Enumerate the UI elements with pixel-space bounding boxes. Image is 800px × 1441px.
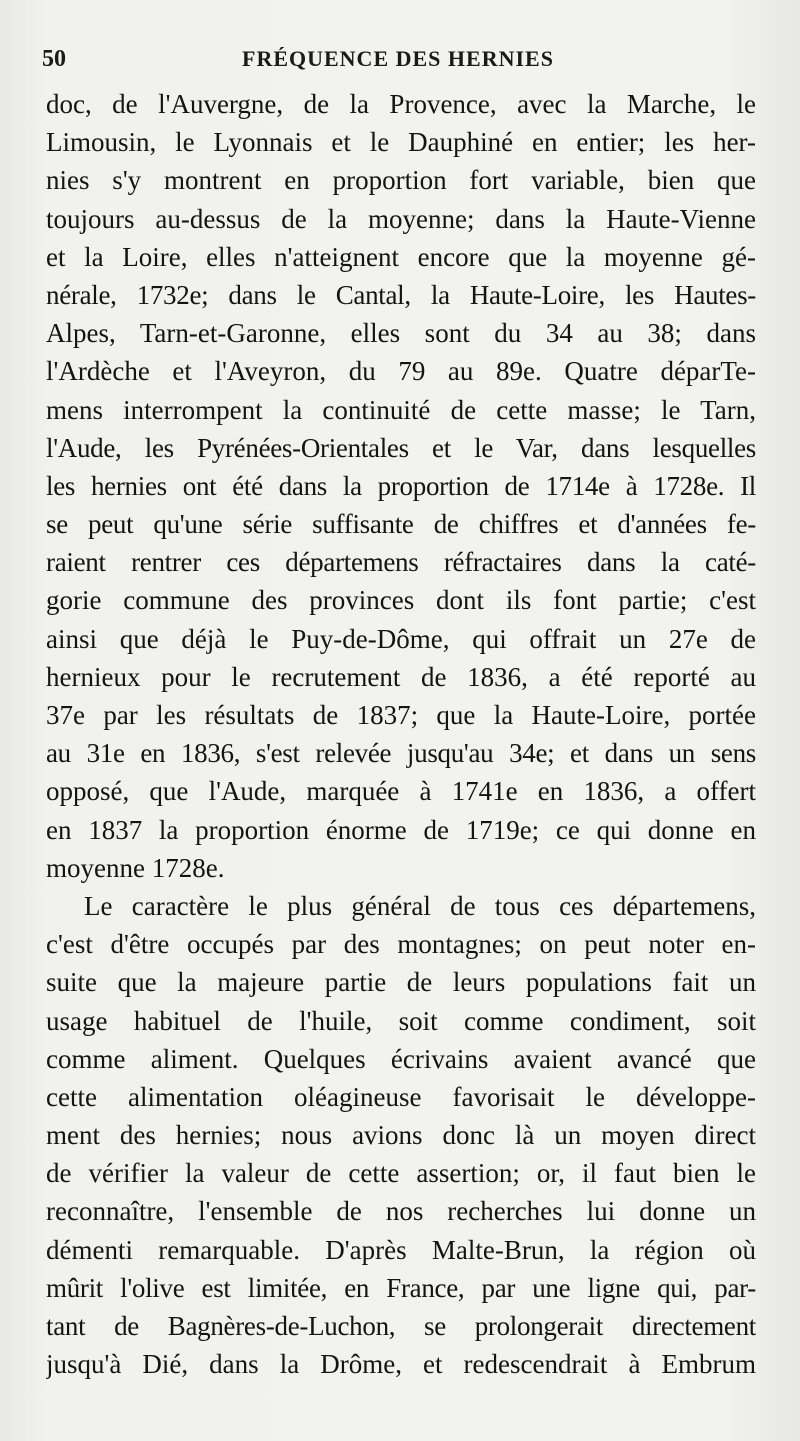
text-line: jusqu'à Dié, dans la Drôme, et redescendrait à Embrum xyxy=(46,1349,756,1380)
text-line: comme aliment. Quelques écrivains avaient avancé que xyxy=(46,1043,756,1074)
text-line: mens interrompent la continuité de cette masse; le Tarn, xyxy=(46,394,756,425)
text-line: Limousin, le Lyonnais et le Dauphiné en entier; les her- xyxy=(46,127,756,158)
text-line: l'Aude, les Pyrénées-Orientales et le Var, dans lesquelles xyxy=(46,432,756,463)
text-line: nies s'y montrent en proportion fort variable, bien que xyxy=(46,165,756,196)
text-line: usage habituel de l'huile, soit comme condiment, soit xyxy=(46,1005,756,1036)
page-header xyxy=(42,40,762,80)
text-line: 37e par les résultats de 1837; que la Haute-Loire, portée xyxy=(46,700,756,730)
body-text xyxy=(46,85,756,1383)
text-line: se peut qu'une série suffisante de chiffres et d'années fe- xyxy=(46,509,756,540)
text-line: raient rentrer ces départemens réfractaires dans la caté- xyxy=(46,547,756,578)
running-title: FRÉQUENCE DES HERNIES xyxy=(242,46,554,71)
text-line: cette alimentation oléagineuse favorisait le développe- xyxy=(46,1081,756,1112)
text-line: doc, de l'Auvergne, de la Provence, avec la Marche, le xyxy=(46,89,756,119)
text-line: Alpes, Tarn-et-Garonne, elles sont du 34 au 38; dans xyxy=(46,318,756,349)
text-line: démenti remarquable. D'après Malte-Brun, la région où xyxy=(46,1234,756,1265)
paragraph xyxy=(46,85,756,887)
text-line: Le caractère le plus général de tous ces départemens, xyxy=(84,890,756,921)
text-line: au 31e en 1836, s'est relevée jusqu'au 34e; et dans un sens xyxy=(46,738,756,769)
text-line: moyenne 1728e. xyxy=(46,852,225,883)
text-line: c'est d'être occupés par des montagnes; on peut noter en- xyxy=(46,929,756,960)
text-line: en 1837 la proportion énorme de 1719e; ce qui donne en xyxy=(46,814,756,845)
text-line: les hernies ont été dans la proportion de 1714e à 1728e. Il xyxy=(46,470,756,501)
text-line: tant de Bagnères-de-Luchon, se prolongerait directement xyxy=(46,1311,756,1341)
text-line: et la Loire, elles n'atteignent encore que la moyenne gé- xyxy=(46,241,756,272)
text-line: reconnaître, l'ensemble de nos recherches lui donne un xyxy=(46,1196,756,1227)
text-line: toujours au-dessus de la moyenne; dans la Haute-Vienne xyxy=(46,203,756,234)
paragraph xyxy=(46,887,756,1383)
text-line: hernieux pour le recrutement de 1836, a été reporté au xyxy=(46,661,756,692)
text-line: ainsi que déjà le Puy-de-Dôme, qui offrait un 27e de xyxy=(46,623,756,654)
text-line: ment des hernies; nous avions donc là un moyen direct xyxy=(46,1120,756,1151)
text-line: l'Ardèche et l'Aveyron, du 79 au 89e. Quatre déparTe- xyxy=(46,356,756,387)
text-line: nérale, 1732e; dans le Cantal, la Haute-Loire, les Hautes- xyxy=(46,279,756,310)
text-line: de vérifier la valeur de cette assertion; or, il faut bien le xyxy=(46,1158,756,1189)
text-line: opposé, que l'Aude, marquée à 1741e en 1836, a offert xyxy=(46,776,756,807)
page-number: 50 xyxy=(42,46,66,72)
text-line: gorie commune des provinces dont ils font partie; c'est xyxy=(46,585,756,616)
text-line: suite que la majeure partie de leurs populations fait un xyxy=(46,967,756,998)
text-line: mûrit l'olive est limitée, en France, par une ligne qui, par- xyxy=(46,1272,756,1303)
